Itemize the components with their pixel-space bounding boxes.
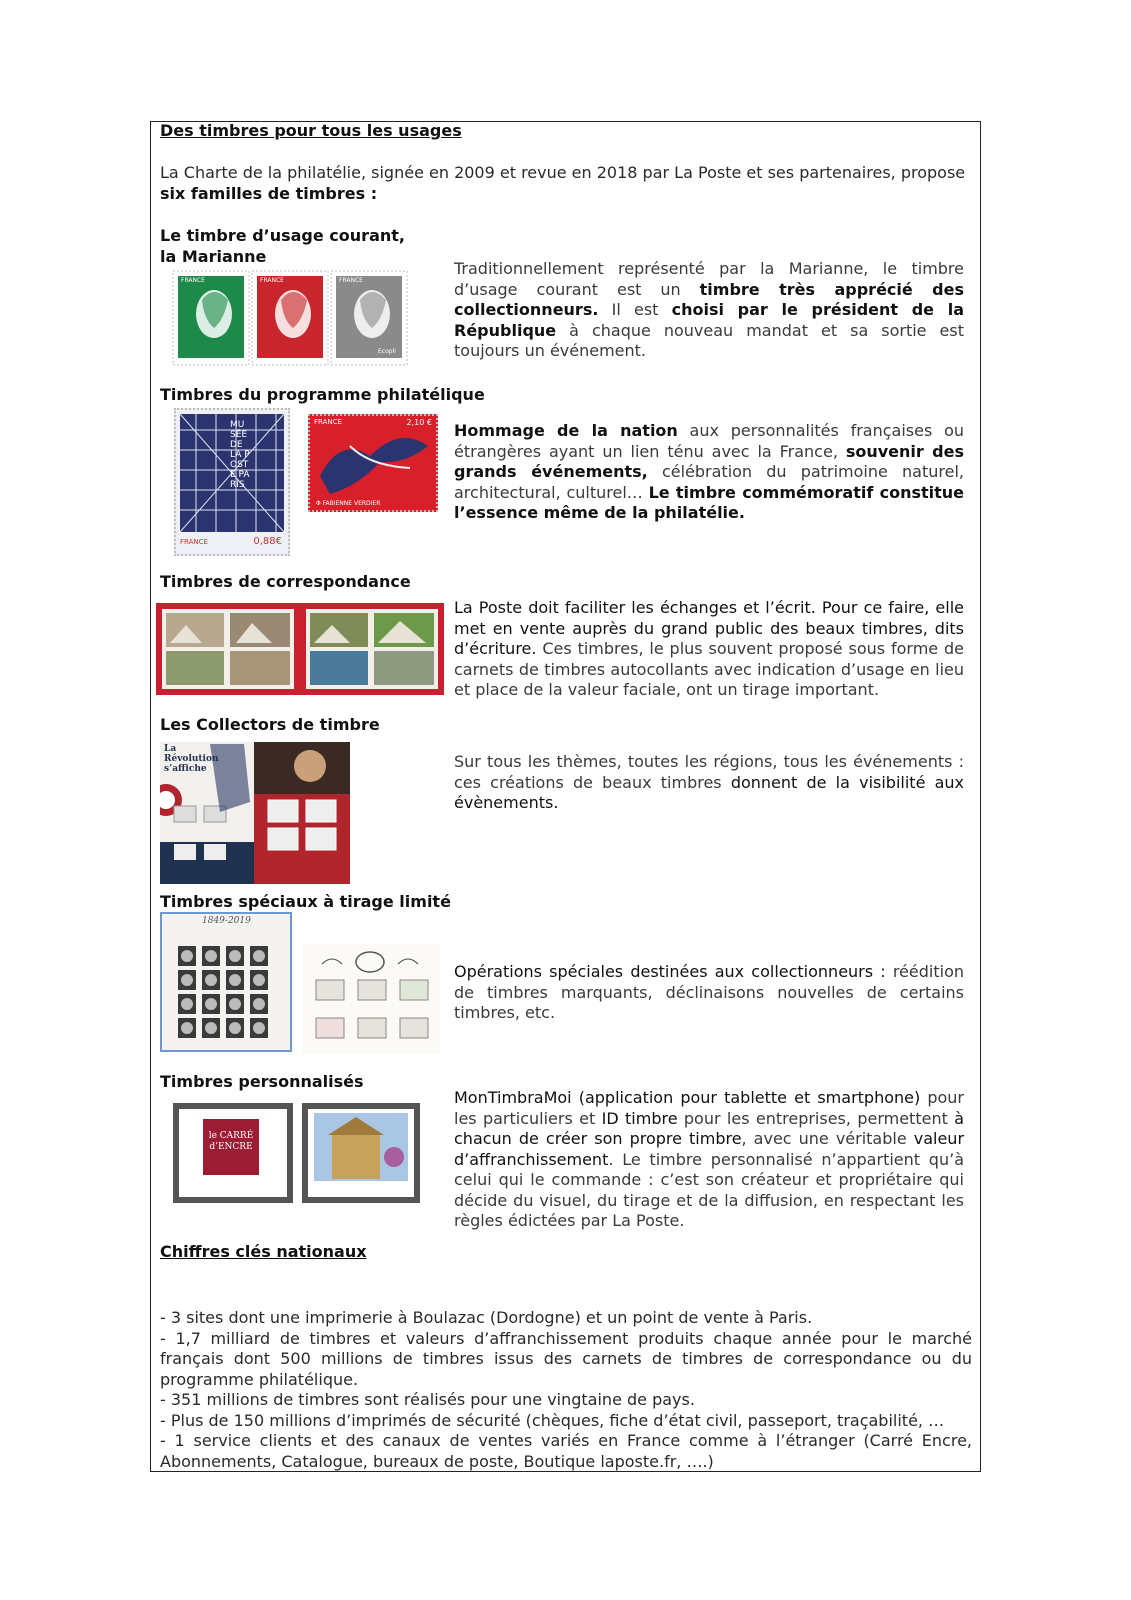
- musee-stamp-price: 0,88€: [253, 536, 282, 547]
- personnalise-stamp-photo: [302, 1103, 420, 1203]
- intro-bold: six familles de timbres :: [160, 183, 378, 203]
- list-item: - 1 service clients et des canaux de ventes variés en France comme à l’étranger (Carré Encre, Abonnements, Catalogue, bureaux de poste, Boutique laposte.fr, ….): [160, 1431, 972, 1471]
- programme-stamp-verdier: [308, 414, 438, 512]
- programme-stamp-musee: [174, 408, 290, 556]
- marianne-green-stamp: [173, 271, 249, 365]
- marianne-description: Traditionnellement représenté par la Marianne, le timbre d’usage courant est un timbre très apprécié des collectionneurs. Il est choisi par le président de la République à chaque nouveau mandat et sa sortie est toujours un événement.: [454, 259, 965, 360]
- list-item: - Plus de 150 millions d’imprimés de sécurité (chèques, fiche d’état civil, passeport, traçabilité, …: [160, 1410, 945, 1430]
- collectors-image: [160, 742, 350, 884]
- collector-title: La Révolution s’affiche: [164, 744, 219, 774]
- correspondance-description: La Poste doit faciliter les échanges et l’écrit. Pour ce faire, elle met en vente auprès du grand public des beaux timbres, dits d’écriture. Ces timbres, le plus souvent proposé sous forme de carnets de timbres autocollants avec indication d’usage en lieu et place de la valeur faciale, ont un tirage important.: [454, 598, 964, 699]
- stamp-label: Ecopli: [378, 348, 396, 355]
- stamp-label: FRANCE: [260, 277, 284, 284]
- verdier-stamp-country: FRANCE: [314, 418, 342, 426]
- list-item: - 1,7 milliard de timbres et valeurs d’affranchissement produits chaque année pour le marché français dont 500 millions de timbres issus des carnets de timbres de correspondance ou du programme philatélique.: [160, 1328, 972, 1389]
- correspondance-booklets-image: [156, 603, 444, 695]
- heading-chiffres: Chiffres clés nationaux: [160, 1242, 367, 1261]
- intro-plain: La Charte de la philatélie, signée en 2009 et revue en 2018 par La Poste et ses partenaires, propose: [160, 163, 966, 182]
- list-item: - 3 sites dont une imprimerie à Boulazac (Dordogne) et un point de vente à Paris.: [160, 1308, 813, 1327]
- musee-stamp-country: FRANCE: [180, 538, 208, 546]
- verdier-stamp-price: 2,10 €: [406, 418, 432, 427]
- limite-sheet-ceres: [160, 912, 292, 1052]
- page-title: Des timbres pour tous les usages: [160, 121, 462, 140]
- personnalise-stamp-carre-encre: [173, 1103, 293, 1203]
- musee-stamp-text: MUSÉE DE LA POSTE PARIS: [230, 420, 250, 490]
- heading-correspondance: Timbres de correspondance: [160, 572, 411, 591]
- sheet-year: 1849-2019: [202, 916, 251, 926]
- heading-personnalises: Timbres personnalisés: [160, 1072, 364, 1091]
- verdier-stamp-artist: Φ FABIENNE VERDIER: [316, 500, 381, 507]
- marianne-stamps-image: [172, 270, 408, 366]
- stamp-label: FRANCE: [339, 277, 363, 284]
- personnalises-description: MonTimbraMoi (application pour tablette et smartphone) pour les particuliers et ID timbre pour les entreprises, permettent à chacun de créer son propre timbre, avec une véritable valeur d’affranchissement. Le timbre personnalisé n’appartient qu’à celui qui le commande : c’est son créateur et propriétaire qui décide du visuel, du tirage et de la diffusion, en respectant les règles édictées par La Poste.: [454, 1088, 965, 1230]
- stamp-label: FRANCE: [181, 277, 205, 284]
- programme-description: Hommage de la nation aux personnalités françaises ou étrangères ayant un lien ténu avec la France, souvenir des grands événements, célébration du patrimoine naturel, architectural, culturel… Le timbre commémoratif constitue l’essence même de la philatélie.: [454, 421, 965, 522]
- heading-marianne-line1: Le timbre d’usage courant,: [160, 226, 405, 245]
- heading-limite: Timbres spéciaux à tirage limité: [160, 892, 451, 911]
- heading-collectors: Les Collectors de timbre: [160, 715, 380, 734]
- heading-marianne-line2: la Marianne: [160, 247, 267, 266]
- marianne-red-stamp: [252, 271, 328, 365]
- heading-programme: Timbres du programme philatélique: [160, 385, 485, 404]
- chiffres-list: [160, 1308, 972, 1472]
- limite-description: Opérations spéciales destinées aux collectionneurs : réédition de timbres marquants, déclinaisons nouvelles de certains timbres, etc.: [454, 962, 964, 1022]
- list-item: - 351 millions de timbres sont réalisés pour une vingtaine de pays.: [160, 1390, 695, 1409]
- limite-sheet-engraving: [302, 944, 440, 1054]
- collectors-description: Sur tous les thèmes, toutes les régions, tous les événements : ces créations de beaux timbres donnent de la visibilité aux évènements.: [454, 752, 965, 812]
- carre-encre-logo-text: le CARRÉ d’ENCRE: [208, 1131, 254, 1152]
- intro-text: [160, 163, 972, 204]
